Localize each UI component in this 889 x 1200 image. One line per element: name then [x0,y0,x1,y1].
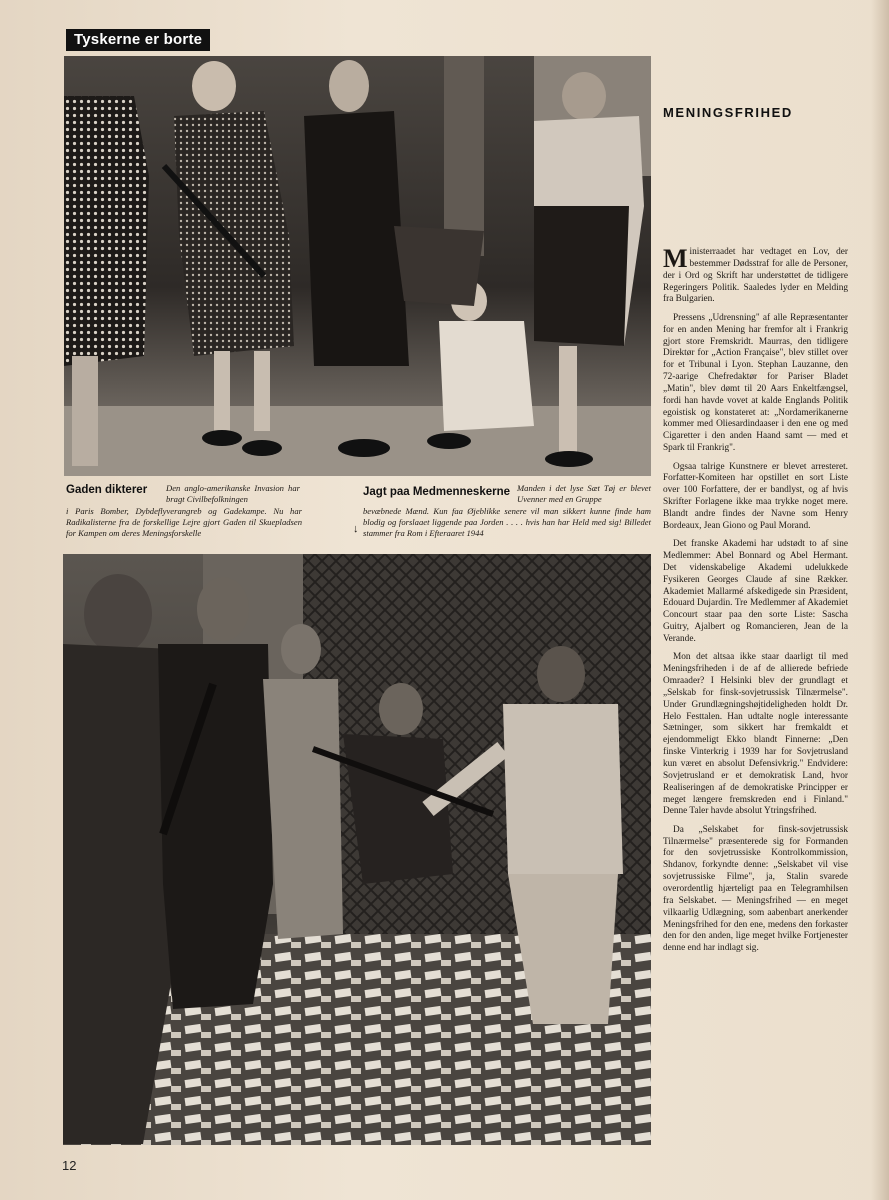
article-body [663,244,848,962]
caption-left-text-top: Den anglo-amerikanske Invasion har bragt Civilbefolkningen [166,483,300,505]
article-paragraph-6: Da „Selskabet for finsk-sovjetrussisk Tilnærmelse" præsenterede sig for Formanden for den sovjetrussiske Kontrolkommission, Shdanov, forkyndte denne: „Selskabet vil vise sovjetrussiske Filme", ja, Stalin svarede overordentlig hjærteligt paa en Telegramhilsen fra Selskabet. — Meningsfrihed — en meget vilkaarlig Udlægning, som aabenbart anerkender Meningsfrihed for den ene, medens den forkaster den for den anden, lige meget hvilke Fortjenester denne end har indlagt sig. [663,824,848,954]
article-paragraph-2: Pressens „Udrensning" af alle Repræsentanter for en anden Mening har fremfor alt i Frankrig gjort store Fremskridt. Maurras, den tidligere Direktør for „Action Française", blev stillet over for et Tribunal i Lyon. Stephan Lauzanne, den 72-aarige Chefredaktør for Pariser Bladet „Matin", blev dømt til 20 Aars Enkeltfængsel, fordi han havde vovet at kalde Englands Politik egoistisk og konstateret at: „Nordamerikanerne kommer med Oliesardindaaser i den ene og med Cigaretter i den anden Haand samt — med et Spark til Frankrig". [663,312,848,454]
caption-right-text-bottom: bevæbnede Mænd. Kun faa Øjeblikke senere vil man sikkert kunne finde ham blodig og forslaaet liggende paa Jorden . . . . hvis han har Held med sig! Billedet stammer fra Rom i Efteraaret 1944 [363,506,651,539]
page-spine-shadow [871,0,889,1200]
section-kicker: Tyskerne er borte [66,29,210,51]
caption-right-heading: Jagt paa Medmenneskerne [363,486,511,498]
article-paragraph-1 [663,244,848,306]
caption-right-text-top: Manden i det lyse Sæt Tøj er blevet Uvenner med en Gruppe [517,483,651,505]
caption-left-heading: Gaden dikterer [66,484,148,496]
caption-left-text-bottom: i Paris Bomber, Dybdeflyverangreb og Gadekampe. Nu har Radikalisterne fra de forskellige Lejre gjort Gaden til Skuepladsen for Kampen om deres Meningsforskelle [66,506,302,539]
article-paragraph-5: Mon det altsaa ikke staar daarligt til med Meningsfriheden i de af de allierede befriede Omraader? I Helsinki blev der grundlagt et „Selskab for finsk-sovjetrussisk Tilnærmelse". Under Grundlægningshøjtideligheden holdt Dr. Helo Festtalen. Han udtalte nogle interessante Sætninger, som sikkert har fremkaldt et ejendommeligt Ekko blandt Finnerne: „Den finske Vinterkrig i 1939 har for Sovjetrusland kun været en absolut Defensivkrig." Endvidere: Sovjetrusland er et demokratisk Land, hvor Realiseringen af de demokratiske Principper er meget længere fremskreden end i Finland." Denne Taler havde absolut Ytringsfrihed. [663,652,848,817]
article-paragraph-1-text: inisterraadet har vedtaget en Lov, der bestemmer Dødsstraf for alle de Personer, der i Ord og Skrift har understøttet de tidligere Regeringers Politik. Saaledes lyder en Melding fra Bulgarien. [663,247,848,305]
page-number: 12 [62,1158,77,1173]
article-paragraph-4: Det franske Akademi har udstødt to af sine Medlemmer: Abel Bonnard og Abel Hermant. Det videnskabelige Akademi udelukkede Fysikeren Georges Claude af sine Rækker. Akademiet Mallarmé afskedigede sin Præsident, Edouard Dujardin. Tre Medlemmer af Akademiet Concourt staar paa den sorte Liste: Sascha Guitry, Ajalbert og Romancieren, Jean de la Verande. [663,539,848,644]
armed-men-street-photo-drawing [63,554,651,1145]
armed-men-street-photo [63,554,651,1145]
street-crowd-photo [64,56,651,476]
article-paragraph-3: Ogsaa talrige Kunstnere er blevet arresteret. Forfatter-Komiteen har opstillet en sort Liste over 100 Forfattere, der er bandlyst, og af hvis Skrifter Forlagene ikke maa trykke noget mere. Blandt andre findes der Navne som Henry Bordeaux, Jean Giono og Paul Morand. [663,461,848,531]
article-dropcap: M [663,244,688,273]
article-heading: MENINGSFRIHED [663,105,793,120]
caption-arrow-down-icon: ↓ [353,523,359,535]
street-crowd-photo-drawing [64,56,651,476]
